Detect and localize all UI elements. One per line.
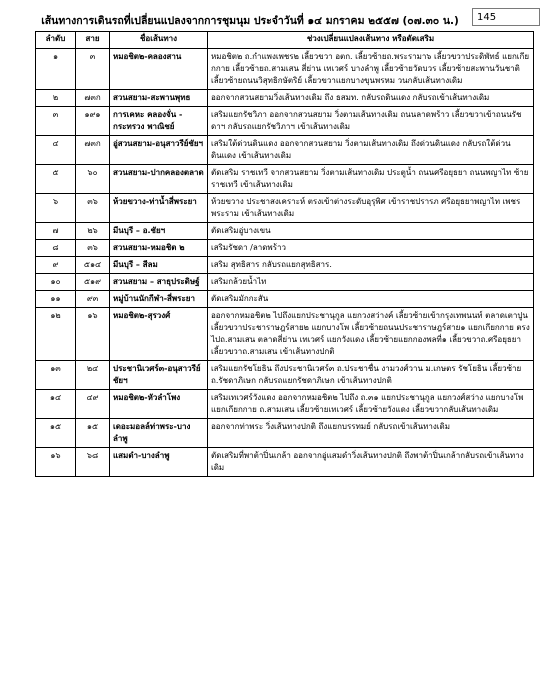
row-order: ๗ xyxy=(36,223,76,240)
row-line: ๓๖ xyxy=(76,194,110,223)
table-row xyxy=(36,223,534,240)
row-line: ๑๖ xyxy=(76,308,110,361)
row-order: ๖ xyxy=(36,194,76,223)
header-route-name: ชื่อเส้นทาง xyxy=(110,32,208,49)
row-line: ๒๖ xyxy=(76,223,110,240)
row-line: ๑๕ xyxy=(76,419,110,448)
row-change-detail: เสริมเทเวศร์วังแดง ออกจากหมอชิต๒ ไปถึง ถ.๓๑ แยกประชานุกูล แยกวงศ์สว่าง แยกบางโพ แยกเกียกกาย ถ.สามเสน เลี้ยวซ้ายเทเวศร์ เลี้ยวซ้ายวังแดง เลี้ยวขวากลับเส้นทางเดิม xyxy=(208,390,534,419)
row-route-name: หมอชิต๒-คลองสาน xyxy=(110,49,208,90)
row-route-name: มีนบุรี – อ.ชัยฯ xyxy=(110,223,208,240)
row-route-name: อู่สวนสยาม-อนุสาวรีย์ชัยฯ xyxy=(110,136,208,165)
row-change-detail: ตัดเสริมที่พาต้าปิ่นเกล้า ออกจากอู่แสมดำวิ่งเส้นทางปกติ ถึงพาต้าปิ่นเกล้ากลับรถเข้าเส้นทางเดิม xyxy=(208,448,534,477)
row-change-detail: ห้วยขวาง ประชาสงเคราะห์ ตรงเข้าต่างระดับอุรุพิศ เข้าราชปรารภ ศรีอยุธยาพญาไท เพชรพระราม เข้าเส้นทางเดิม xyxy=(208,194,534,223)
row-route-name: หมู่บ้านนักกีฬา-สี่พระยา xyxy=(110,291,208,308)
row-line: ๖๘ xyxy=(76,448,110,477)
row-route-name: การเคหะ คลองจั่น - กระทรวง พาณิชย์ xyxy=(110,107,208,136)
row-order: ๑๓ xyxy=(36,361,76,390)
row-route-name: ห้วยขวาง-ท่าน้ำสี่พระยา xyxy=(110,194,208,223)
row-order: ๓ xyxy=(36,107,76,136)
row-route-name: ประชานิเวศร์๓-อนุสาวรีย์ชัยฯ xyxy=(110,361,208,390)
table-row xyxy=(36,257,534,274)
header-order: ลำดับ xyxy=(36,32,76,49)
table-row xyxy=(36,291,534,308)
row-order: ๙ xyxy=(36,257,76,274)
row-order: ๑๔ xyxy=(36,390,76,419)
row-order: ๑๖ xyxy=(36,448,76,477)
row-line: ๗๓ก xyxy=(76,90,110,107)
row-route-name: สวนสยาม-หมอชิต ๒ xyxy=(110,240,208,257)
header-change-detail: ช่วงเปลี่ยนแปลงเส้นทาง หรือตัดเสริม xyxy=(208,32,534,49)
row-line: ๙๓ xyxy=(76,291,110,308)
row-line: ๑๙๑ xyxy=(76,107,110,136)
row-change-detail: เสริมกล้วยน้ำไท xyxy=(208,274,534,291)
row-route-name: สวนสยาม-ปากคลองตลาด xyxy=(110,165,208,194)
header-line: สาย xyxy=(76,32,110,49)
page-number-field[interactable]: 145 xyxy=(472,8,540,26)
row-change-detail: ตัดเสริมมักกะสัน xyxy=(208,291,534,308)
row-order: ๔ xyxy=(36,136,76,165)
table-row xyxy=(36,49,534,90)
row-order: ๘ xyxy=(36,240,76,257)
row-route-name: หมอชิต๒-หัวลำโพง xyxy=(110,390,208,419)
row-route-name: เดอะมอลล์ท่าพระ-บางลำพู xyxy=(110,419,208,448)
table-row xyxy=(36,390,534,419)
table-row xyxy=(36,448,534,477)
row-route-name: สวนสยาม – สาธุประดิษฐ์ xyxy=(110,274,208,291)
row-change-detail: ตัดเสริม ราชเทวี จากสวนสยาม วิ่งตามเส้นทางเดิม ประตูน้ำ ถนนศรีอยุธยา ถนนพญาไท ซ้ายราชเทวี เข้าเส้นทางเดิม xyxy=(208,165,534,194)
row-change-detail: ออกจากสวนสยามวิ่งเส้นทางเดิม ถึง ธสมท. กลับรถดินแดง กลับรถเข้าเส้นทางเดิม xyxy=(208,90,534,107)
table-row xyxy=(36,136,534,165)
row-line: ๗๓ก xyxy=(76,136,110,165)
row-order: ๑๑ xyxy=(36,291,76,308)
table-row xyxy=(36,419,534,448)
row-change-detail: เสริมรัชดา /ลาดพร้าว xyxy=(208,240,534,257)
table-row xyxy=(36,107,534,136)
table-row xyxy=(36,165,534,194)
route-change-table xyxy=(35,31,534,477)
row-change-detail: ออกจากหมอชิต๒ ไปถึงแยกประชานุกูล แยกวงสว่างค์ เลี้ยวซ้ายเข้ากรุงเทพนนท์ ตลาดเตาปูน เลี้ยวขวาประชาราษฎร์สาย๒ แยกบางโพ เลี้ยวซ้ายถนนประชาราษฎร์สาย๑ แยกเกียกกาย ตรงไปถ.สามเสน ตลาดสี่ย่าน เทเวศร์ แยกวังแดง เลี้ยวซ้ายแยกกองพลที่๑ เลี้ยวขวาถ.ศรีอยุธยา เลี้ยวขวาถ.สามเสน เข้าเส้นทางปกติ xyxy=(208,308,534,361)
row-line: ๖๐ xyxy=(76,165,110,194)
row-change-detail: เสริมใต้ด่วนดินแดง ออกจากสวนสยาม วิ่งตามเส้นทางเดิม ถึงด่วนดินแดง กลับรถใต้ด่วนดินแดง เข้าเส้นทางเดิม xyxy=(208,136,534,165)
row-order: ๑๒ xyxy=(36,308,76,361)
row-line: ๕๑๔ xyxy=(76,257,110,274)
row-change-detail: หมอชิต๒ ถ.กำแพงเพชร๒ เลี้ยวขวา อตก. เลี้ยวซ้ายถ.พระรามา๖ เลี้ยวขวาประดิพัทธ์ แยกเกียกกาย เลี้ยวซ้ายถ.สามเสน สี่ย่าน เทเวศร์ บางลำพู เลี้ยวซ้ายวัดบวร เลี้ยวซ้ายสะพานวันชาติ เลี้ยวซ้ายถนนวิสุทธิกษัตริย์ เลี้ยวขวาแยกบางขุนพรหม วนกลับเส้นทางเดิม xyxy=(208,49,534,90)
row-line: ๕๑๙ xyxy=(76,274,110,291)
table-row xyxy=(36,361,534,390)
row-line: ๔๙ xyxy=(76,390,110,419)
row-line: ๓ xyxy=(76,49,110,90)
row-change-detail: เสริมแยกรัชโยธิน ถึงประชานิเวศร์๓ ถ.ประชาชื่น งามวงศ์วาน ม.เกษตร รัชโยธิน เลี้ยวซ้ายถ.รัชดาภิเษก กลับรถแยกรัชดาภิเษก เข้าเส้นทางปกติ xyxy=(208,361,534,390)
row-order: ๒ xyxy=(36,90,76,107)
table-row xyxy=(36,240,534,257)
table-row xyxy=(36,274,534,291)
row-route-name: หมอชิต๒-สุรวงศ์ xyxy=(110,308,208,361)
row-line: ๒๔ xyxy=(76,361,110,390)
row-change-detail: เสริม สุทธิสาร กลับรถแยกสุทธิสาร. xyxy=(208,257,534,274)
row-route-name: มีนบุรี – สีลม xyxy=(110,257,208,274)
row-order: ๑๐ xyxy=(36,274,76,291)
page-title: เส้นทางการเดินรถที่เปลี่ยนแปลงจากการชุมนุม ประจำวันที่ ๑๔ มกราคม ๒๕๕๗ (๐๗.๓๐ น.) xyxy=(41,15,459,27)
row-change-detail: เสริมแยกรัชวิภา ออกจากสวนสยาม วิ่งตามเส้นทางเดิม ถนนลาดพร้าว เลี้ยวขวาเข้าถนนรัชดาฯ กลับรถแยกรัชวิภาฯ เข้าเส้นทางเดิม xyxy=(208,107,534,136)
row-route-name: แสมดำ-บางลำพู xyxy=(110,448,208,477)
table-row xyxy=(36,194,534,223)
row-route-name: สวนสยาม-สะพานพุทธ xyxy=(110,90,208,107)
row-order: ๑๕ xyxy=(36,419,76,448)
row-order: ๑ xyxy=(36,49,76,90)
table-row xyxy=(36,90,534,107)
row-change-detail: ออกจากท่าพระ วิ่งเส้นทางปกติ ถึงแยกบรรทมย์ กลับรถเข้าเส้นทางเดิม xyxy=(208,419,534,448)
table-row xyxy=(36,308,534,361)
row-order: ๕ xyxy=(36,165,76,194)
row-line: ๓๖ xyxy=(76,240,110,257)
row-change-detail: ตัดเสริมอู่บางเขน xyxy=(208,223,534,240)
table-header-row xyxy=(36,32,534,49)
